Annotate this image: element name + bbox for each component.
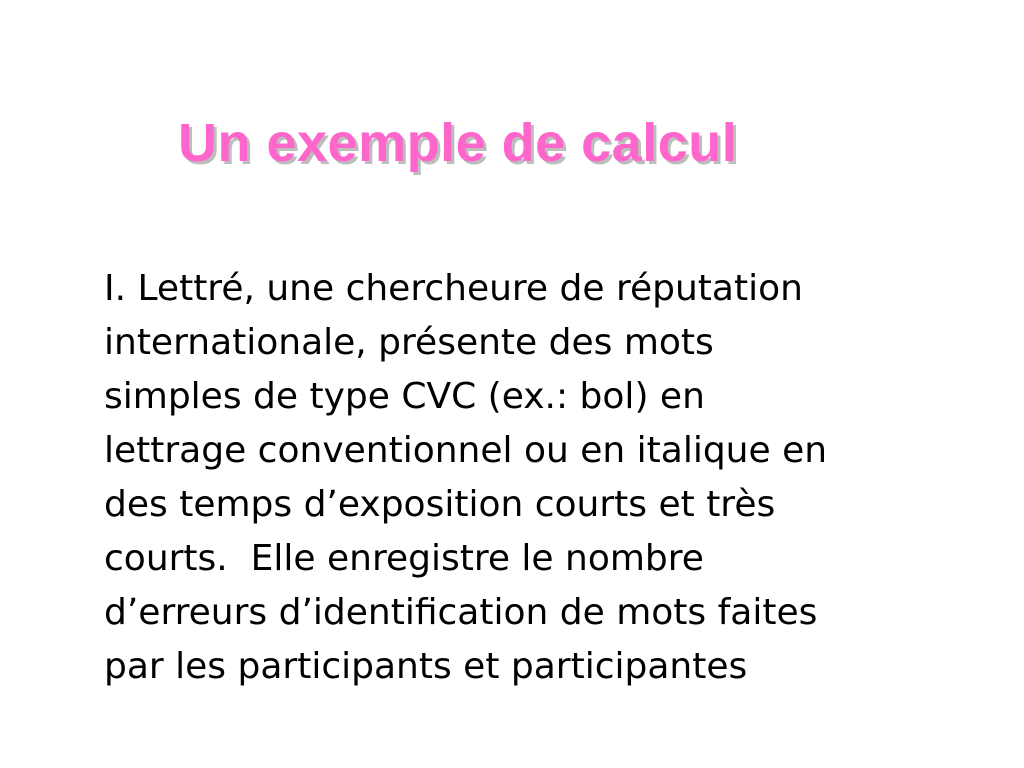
- body-line: internationale, présente des mots: [104, 322, 714, 363]
- body-line: simples de type CVC (ex.: bol) en: [104, 376, 705, 417]
- body-line: courts. Elle enregistre le nombre: [104, 538, 704, 579]
- body-line: des temps d’exposition courts et très: [104, 484, 776, 525]
- body-line: I. Lettré, une chercheure de réputation: [104, 268, 803, 309]
- body-line: d’erreurs d’identification de mots faites: [104, 592, 818, 633]
- body-line: lettrage conventionnel ou en italique en: [104, 430, 828, 471]
- slide-body: [104, 262, 1004, 694]
- body-line: par les participants et participantes: [104, 646, 748, 687]
- slide-title: Un exemple de calcul: [178, 113, 738, 173]
